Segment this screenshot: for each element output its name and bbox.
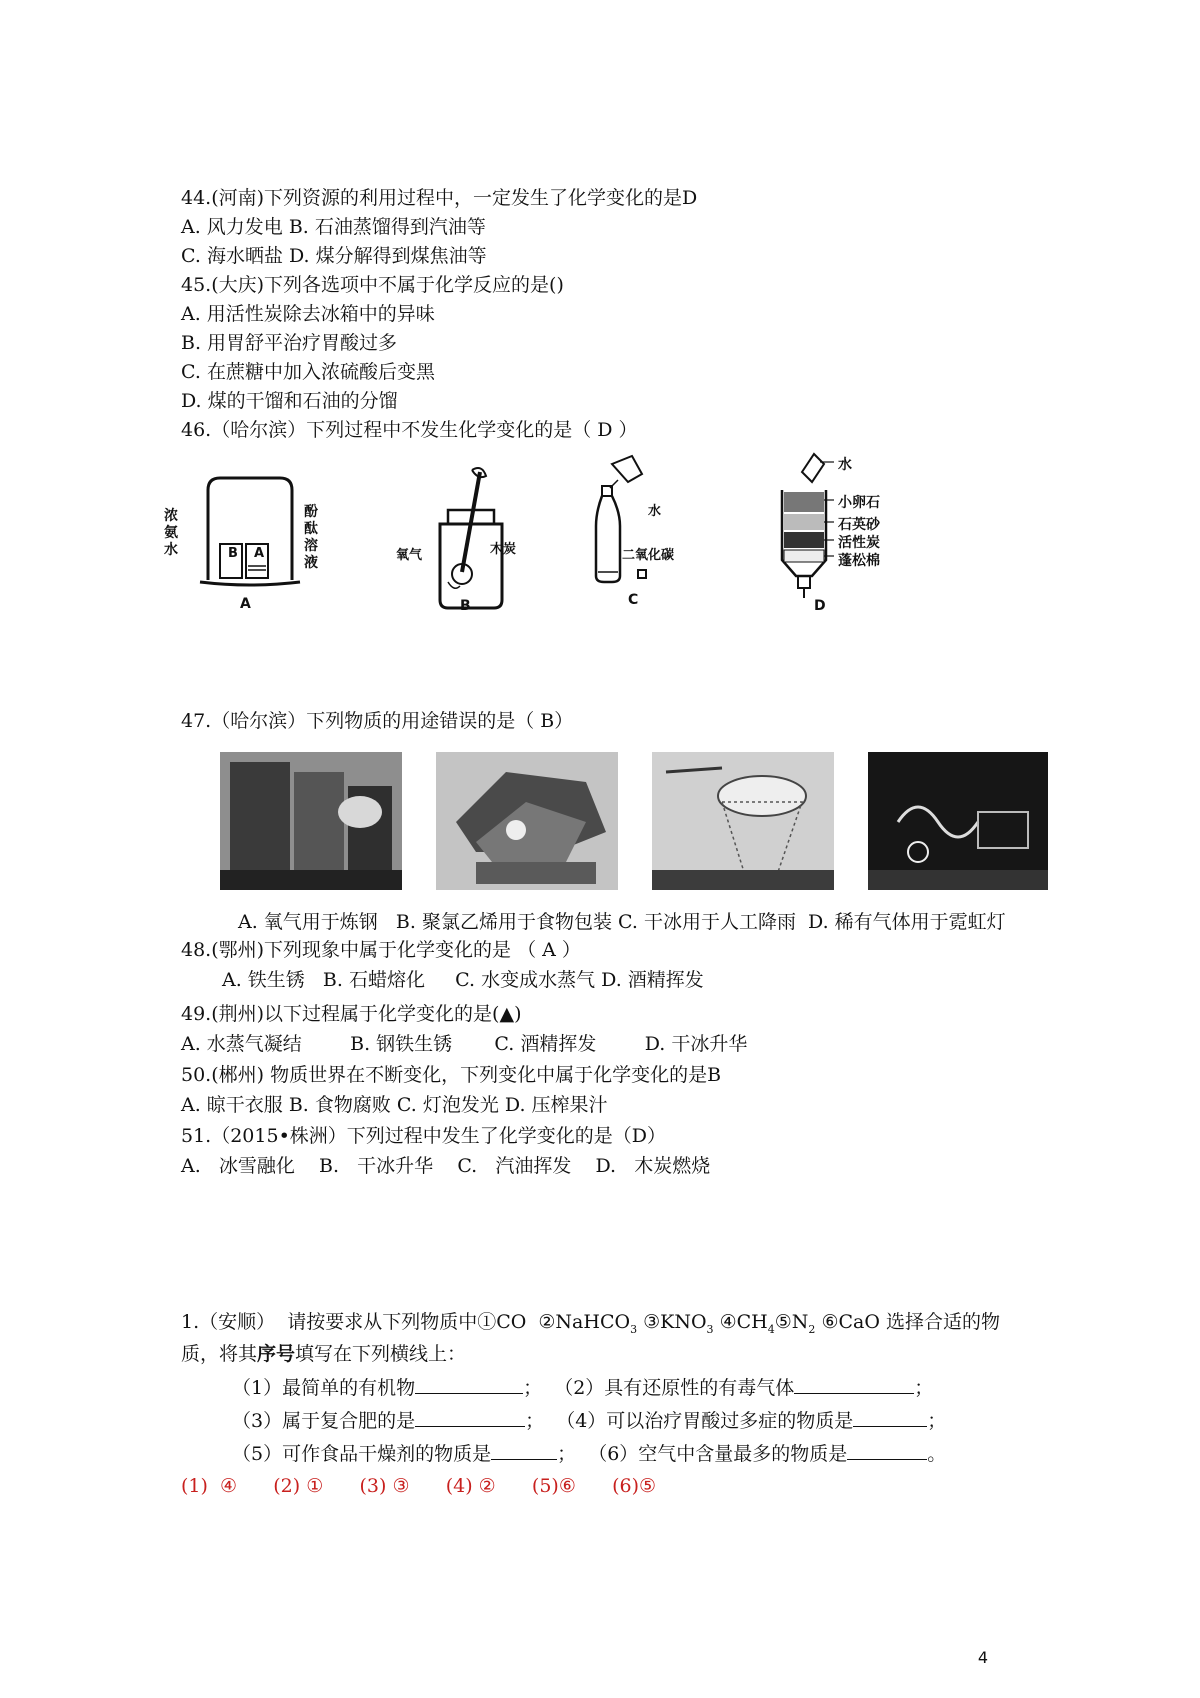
q45-option-d: D. 煤的干馏和石油的分馏 <box>181 390 398 412</box>
answer-blank-2[interactable] <box>794 1375 914 1394</box>
pebbles-label: 小卵石 <box>838 495 880 511</box>
cloud-seeding-image <box>652 752 834 890</box>
photo-steelmaking <box>220 752 402 890</box>
figure-d-caption: D <box>814 598 826 614</box>
q44-options-2: C. 海水晒盐 D. 煤分解得到煤焦油等 <box>181 245 487 267</box>
photo-food-packaging <box>436 752 618 890</box>
q1-row-1: （1）最简单的有机物 ； （2）具有还原性的有毒气体 ； <box>232 1377 934 1399</box>
q44-stem: 44.(河南)下列资源的利用过程中，一定发生了化学变化的是D <box>181 187 698 209</box>
answer-blank-1[interactable] <box>415 1375 523 1394</box>
q44-options-1: A. 风力发电 B. 石油蒸馏得到汽油等 <box>181 216 486 238</box>
charcoal-label: 木炭 <box>490 542 517 557</box>
ammonia-label: 浓 氨 水 <box>164 508 178 558</box>
q46-figure-b <box>390 462 540 622</box>
page-number: 4 <box>977 1648 988 1667</box>
q49-options: A. 水蒸气凝结 B. 钢铁生锈 C. 酒精挥发 D. 干冰升华 <box>181 1033 748 1055</box>
water-label-d: 水 <box>838 457 852 473</box>
q45-option-a: A. 用活性炭除去冰箱中的异味 <box>181 303 435 325</box>
phenolphthalein-label: 酚 酞 溶 液 <box>304 504 318 571</box>
water-label-c: 水 <box>648 504 662 519</box>
q45-option-c: C. 在蔗糖中加入浓硫酸后变黑 <box>181 361 435 383</box>
q45-option-b: B. 用胃舒平治疗胃酸过多 <box>181 332 398 354</box>
answer-blank-3[interactable] <box>415 1408 525 1427</box>
beaker-a-label: A <box>254 546 265 561</box>
steel-mill-image <box>220 752 402 890</box>
answer-blank-4[interactable] <box>853 1408 927 1427</box>
q49-stem: 49.(荆州)以下过程属于化学变化的是(▲) <box>181 1003 522 1025</box>
figure-a-caption: A <box>240 596 251 612</box>
answer-blank-6[interactable] <box>847 1441 927 1460</box>
oxygen-label: 氧气 <box>396 548 423 563</box>
q1-row-3: （5）可作食品干燥剂的物质是 ； （6）空气中含量最多的物质是 。 <box>232 1443 947 1465</box>
q1-row-2: （3）属于复合肥的是 ； （4）可以治疗胃酸过多症的物质是 ； <box>232 1410 947 1432</box>
q47-options: A. 氧气用于炼钢 B. 聚氯乙烯用于食物包装 C. 干冰用于人工降雨 D. 稀有气体用于霓虹灯 <box>238 911 1006 933</box>
beaker-b-label: B <box>228 546 238 561</box>
figure-b-caption: B <box>460 598 471 614</box>
q48-stem: 48.(鄂州)下列现象中属于化学变化的是 （ A ） <box>181 939 581 961</box>
q46-figure-c <box>590 452 720 622</box>
neon-lights-image <box>868 752 1048 890</box>
q51-stem: 51.（2015•株洲）下列过程中发生了化学变化的是（D） <box>181 1125 667 1147</box>
q48-options: A. 铁生锈 B. 石蜡熔化 C. 水变成水蒸气 D. 酒精挥发 <box>222 969 704 991</box>
photo-neon-lights <box>868 752 1048 890</box>
q45-stem: 45.(大庆)下列各选项中不属于化学反应的是() <box>181 274 564 296</box>
food-packaging-image <box>436 752 618 890</box>
q51-options: A. 冰雪融化 B. 干冰升华 C. 汽油挥发 D. 木炭燃烧 <box>181 1155 711 1177</box>
activated-carbon-label: 活性炭 <box>838 535 880 551</box>
quartz-sand-label: 石英砂 <box>838 517 880 533</box>
photo-artificial-rain <box>652 752 834 890</box>
answer-blank-5[interactable] <box>491 1441 557 1460</box>
q1-stem-line2: 质，将其序号填写在下列横线上： <box>181 1343 467 1365</box>
q46-figure-a <box>180 470 320 620</box>
co2-bottle-diagram <box>590 452 720 622</box>
q50-options: A. 晾干衣服 B. 食物腐败 C. 灯泡发光 D. 压榨果汁 <box>181 1094 608 1116</box>
co2-label: 二氧化碳 <box>622 548 675 563</box>
figure-c-caption: C <box>628 592 639 608</box>
q50-stem: 50.(郴州) 物质世界在不断变化，下列变化中属于化学变化的是B <box>181 1064 722 1086</box>
q46-stem: 46.（哈尔滨）下列过程中不发生化学变化的是（ D ） <box>181 419 638 441</box>
q1-answer-key: (1) ④ (2) ① (3) ③ (4) ② (5)⑥ (6)⑤ <box>181 1475 657 1497</box>
q46-figure-d <box>780 448 930 626</box>
q1-stem-line1: 1.（安顺） 请按要求从下列物质中①CO ②NaHCO$_3$ $③KNO_3$ $④CH_4⑤N_2$ ⑥CaO 选择合适的物 <box>181 1311 1000 1336</box>
q47-stem: 47.（哈尔滨）下列物质的用途错误的是（ B） <box>181 710 574 732</box>
cotton-label: 蓬松棉 <box>838 553 880 569</box>
